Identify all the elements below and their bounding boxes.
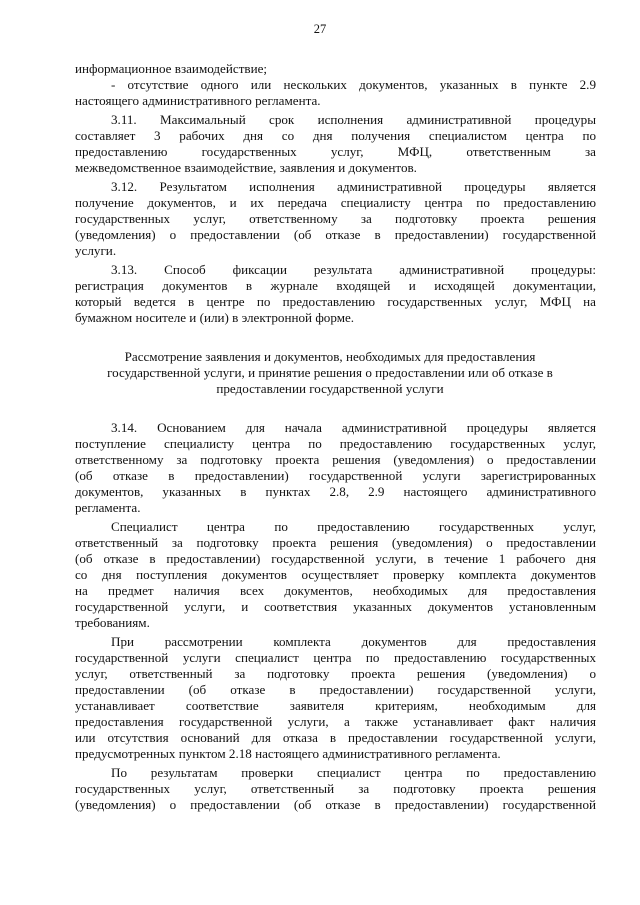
- text-line: 3.13. Способ фиксации результата административной процедуры:: [111, 262, 596, 277]
- text-line: межведомственное взаимодействие, заявления и документов.: [75, 160, 417, 175]
- text-line: 3.12. Результатом исполнения административной процедуры является: [111, 179, 596, 194]
- text-line: (об отказе в предоставлении) государственной услуги зарегистрированных: [75, 468, 596, 483]
- text-line: государственной услуги, и соответствия указанных документов установленным: [75, 599, 596, 614]
- text-line: со дня поступления документов осуществляет проверку комплекта документов: [75, 567, 596, 582]
- text-line: услуги.: [75, 243, 117, 258]
- text-line: (об отказе в предоставлении) государственной услуги, в течение 1 рабочего дня: [75, 551, 596, 566]
- text-line: регистрация документов в журнале входящей и исходящей документации,: [75, 278, 596, 293]
- text-line: на предмет наличия всех документов, необходимых для предоставления: [75, 583, 596, 598]
- text-line: (уведомления) о предоставлении (об отказе в предоставлении) государственной: [75, 227, 596, 242]
- text-line: ответственный за подготовку проекта решения (уведомления) о предоставлении: [75, 535, 596, 550]
- section-heading-line: государственной услуги, и принятие решения о предоставлении или об отказе в: [107, 365, 553, 380]
- text-line: предусмотренных пунктом 2.18 настоящего административного регламента.: [75, 746, 501, 761]
- text-line: услуг, ответственный за подготовку проекта решения (уведомления) о: [75, 666, 596, 681]
- text-line: требованиям.: [75, 615, 150, 630]
- section-heading-line: Рассмотрение заявления и документов, необходимых для предоставления: [124, 349, 536, 364]
- text-line: устанавливает соответствие заявителя критериям, необходимым для: [75, 698, 596, 713]
- text-line: (уведомления) о предоставлении (об отказе в предоставлении) государственной: [75, 797, 596, 812]
- text-line: настоящего административного регламента.: [75, 93, 321, 108]
- text-line: ответственному за подготовку проекта решения (уведомления) о предоставлении: [75, 452, 596, 467]
- text-line: - отсутствие одного или нескольких документов, указанных в пункте 2.9: [111, 77, 596, 92]
- text-line: По результатам проверки специалист центра по предоставлению: [111, 765, 596, 780]
- text-line: государственных услуг, ответственный за подготовку проекта решения: [75, 781, 596, 796]
- text-line: бумажном носителе и (или) в электронной форме.: [75, 310, 355, 325]
- text-line: который ведется в центре по предоставлению государственных услуг, МФЦ на: [75, 294, 596, 309]
- text-line: получение документов, и их передача специалисту центра по предоставлению: [75, 195, 596, 210]
- text-line: поступление специалисту центра по предоставлению государственных услуг,: [75, 436, 596, 451]
- text-line: 3.11. Максимальный срок исполнения административной процедуры: [111, 112, 596, 127]
- page-number: 27: [313, 22, 327, 36]
- text-line: предоставления государственной услуги, а также устанавливает факт наличия: [75, 714, 596, 729]
- text-line: информационное взаимодействие;: [75, 61, 268, 76]
- text-line: составляет 3 рабочих дня со дня получения специалистом центра по: [75, 128, 596, 143]
- text-line: предоставлении (об отказе в предоставлении) государственной услуги,: [75, 682, 596, 697]
- text-line: документов, указанных в пунктах 2.8, 2.9 настоящего административного: [75, 484, 596, 499]
- text-line: 3.14. Основанием для начала административной процедуры является: [111, 420, 596, 435]
- text-line: или отсутствия оснований для отказа в предоставлении государственной услуги,: [75, 730, 596, 745]
- text-line: регламента.: [75, 500, 141, 515]
- text-line: Специалист центра по предоставлению государственных услуг,: [111, 519, 596, 534]
- text-line: предоставлению государственных услуг, МФЦ, ответственным за: [75, 144, 596, 159]
- text-line: При рассмотрении комплекта документов для предоставления: [111, 634, 596, 649]
- text-line: государственных услуг, ответственному за подготовку проекта решения: [75, 211, 596, 226]
- section-heading-line: предоставлении государственной услуги: [216, 381, 444, 396]
- text-line: государственной услуги специалист центра по предоставлению государственных: [75, 650, 596, 665]
